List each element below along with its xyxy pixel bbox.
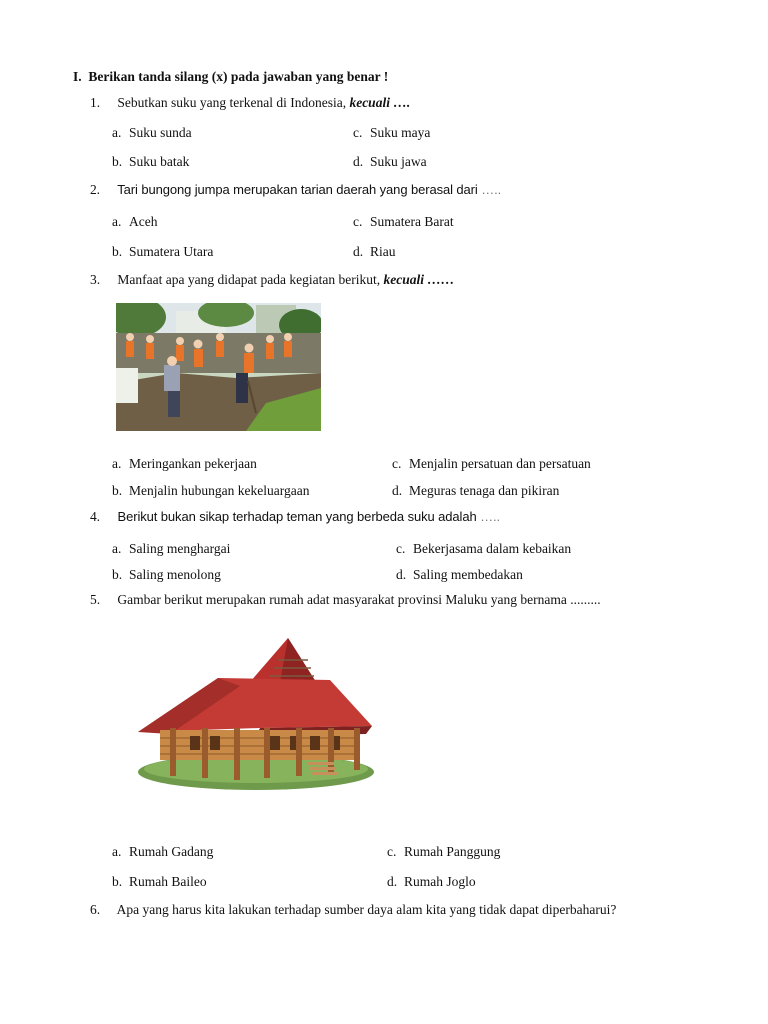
option-text: Saling menghargai	[129, 541, 231, 556]
question-suffix: …..	[481, 182, 502, 197]
option-text: Sumatera Utara	[129, 244, 214, 259]
option-1c[interactable]	[353, 125, 430, 141]
option-4c[interactable]	[396, 541, 571, 557]
option-text: Saling menolong	[129, 567, 221, 582]
question-5	[90, 592, 601, 608]
question-suffix: …..	[480, 509, 501, 524]
option-text: Rumah Baileo	[129, 874, 207, 889]
option-text: Suku batak	[129, 154, 190, 169]
question-text: Tari bungong jumpa merupakan tarian daerah yang berasal dari	[117, 182, 478, 197]
question-text: Berikut bukan sikap terhadap teman yang berbeda suku adalah	[117, 509, 477, 524]
option-5c[interactable]	[387, 844, 500, 860]
question-number: 4.	[90, 509, 100, 524]
option-letter: c.	[353, 214, 363, 229]
option-text: Sumatera Barat	[370, 214, 454, 229]
option-2c[interactable]	[353, 214, 454, 230]
option-text: Rumah Joglo	[404, 874, 476, 889]
option-letter: d.	[392, 483, 403, 498]
option-3b[interactable]	[112, 483, 309, 499]
option-3c[interactable]	[392, 456, 591, 472]
question-number: 1.	[90, 95, 101, 110]
question-3	[90, 272, 454, 288]
option-5a[interactable]	[112, 844, 213, 860]
question-6	[90, 902, 616, 918]
option-text: Suku jawa	[370, 154, 427, 169]
question-4	[90, 509, 500, 525]
option-letter: c.	[392, 456, 402, 471]
option-letter: b.	[112, 567, 123, 582]
option-letter: a.	[112, 214, 122, 229]
question-number: 5.	[90, 592, 101, 607]
question-suffix: ……	[427, 272, 455, 287]
question-text: Manfaat apa yang didapat pada kegiatan berikut,	[117, 272, 381, 287]
option-letter: c.	[387, 844, 397, 859]
option-text: Suku maya	[370, 125, 431, 140]
option-text: Bekerjasama dalam kebaikan	[413, 541, 572, 556]
option-text: Rumah Gadang	[129, 844, 214, 859]
option-letter: a.	[112, 541, 122, 556]
section-heading	[73, 69, 388, 85]
question-suffix: ….	[393, 95, 411, 110]
question-keyword: kecuali	[349, 95, 390, 110]
gotong-royong-photo	[116, 303, 321, 431]
option-text: Aceh	[129, 214, 158, 229]
option-text: Meringankan pekerjaan	[129, 456, 257, 471]
question-number: 2.	[90, 182, 100, 197]
option-letter: b.	[112, 874, 123, 889]
option-letter: b.	[112, 244, 123, 259]
option-letter: b.	[112, 483, 123, 498]
question-number: 6.	[90, 902, 101, 917]
question-keyword: kecuali	[383, 272, 425, 287]
rumah-adat-illustration	[130, 630, 380, 795]
option-2b[interactable]	[112, 244, 213, 260]
option-letter: d.	[387, 874, 398, 889]
option-text: Riau	[370, 244, 396, 259]
question-text: Apa yang harus kita lakukan terhadap sumber daya alam kita yang tidak dapat diperbaharui?	[116, 902, 617, 917]
question-text: Sebutkan suku yang terkenal di Indonesia,	[117, 95, 347, 110]
option-letter: c.	[396, 541, 406, 556]
option-letter: a.	[112, 844, 122, 859]
option-text: Suku sunda	[129, 125, 192, 140]
option-5d[interactable]	[387, 874, 476, 890]
question-1	[90, 95, 410, 111]
option-letter: b.	[112, 154, 123, 169]
option-letter: a.	[112, 456, 122, 471]
option-text: Menjalin hubungan kekeluargaan	[129, 483, 310, 498]
option-letter: d.	[396, 567, 407, 582]
option-1a[interactable]	[112, 125, 192, 141]
question-2	[90, 182, 501, 198]
section-instruction: Berikan tanda silang (x) pada jawaban yang benar !	[88, 69, 389, 84]
question-number: 3.	[90, 272, 101, 287]
option-letter: c.	[353, 125, 363, 140]
option-text: Rumah Panggung	[404, 844, 501, 859]
section-roman: I.	[73, 69, 82, 84]
question-text: Gambar berikut merupakan rumah adat masyarakat provinsi Maluku yang bernama .........	[117, 592, 601, 607]
option-letter: a.	[112, 125, 122, 140]
option-letter: d.	[353, 154, 364, 169]
option-1b[interactable]	[112, 154, 189, 170]
option-letter: d.	[353, 244, 364, 259]
option-4b[interactable]	[112, 567, 221, 583]
option-text: Menjalin persatuan dan persatuan	[409, 456, 591, 471]
option-3a[interactable]	[112, 456, 257, 472]
option-2a[interactable]	[112, 214, 157, 230]
option-text: Saling membedakan	[413, 567, 523, 582]
option-4d[interactable]	[396, 567, 523, 583]
option-text: Meguras tenaga dan pikiran	[409, 483, 560, 498]
option-5b[interactable]	[112, 874, 207, 890]
option-4a[interactable]	[112, 541, 230, 557]
option-1d[interactable]	[353, 154, 427, 170]
option-3d[interactable]	[392, 483, 559, 499]
option-2d[interactable]	[353, 244, 396, 260]
